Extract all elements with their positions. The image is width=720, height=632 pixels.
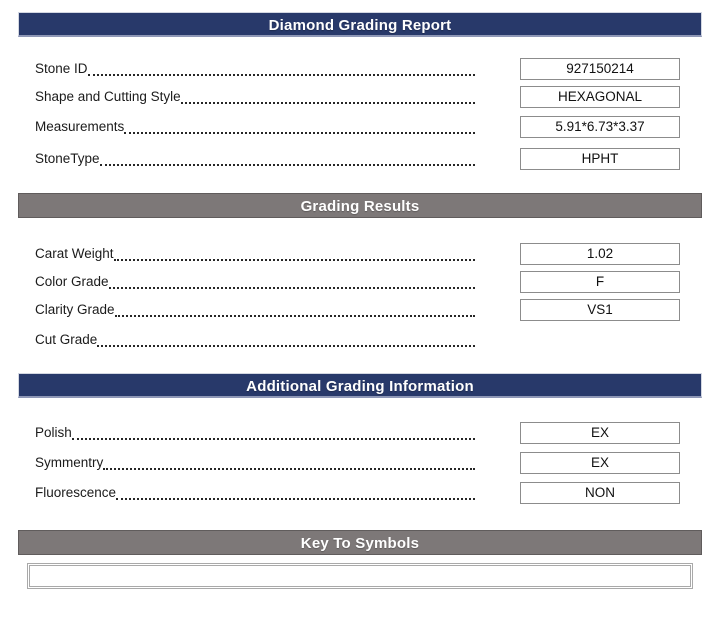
dotted-leader	[181, 102, 475, 104]
color-grade-value-box: F	[520, 271, 680, 293]
stone-type-value-box: HPHT	[520, 148, 680, 170]
dotted-leader	[100, 164, 475, 166]
field-row-polish	[35, 422, 475, 444]
stone-id-value-box: 927150214	[520, 58, 680, 80]
fluorescence-label: Fluorescence	[35, 485, 117, 500]
field-row-shape	[35, 86, 475, 108]
clarity-grade-value-box: VS1	[520, 299, 680, 321]
dotted-leader	[116, 498, 475, 500]
field-row-stone-type	[35, 148, 475, 170]
dotted-leader	[115, 315, 475, 317]
dotted-leader	[72, 438, 475, 440]
dotted-leader	[114, 259, 475, 261]
color-grade-label: Color Grade	[35, 274, 109, 289]
stone-id-label: Stone ID	[35, 61, 88, 76]
field-row-measurements	[35, 116, 475, 138]
fluorescence-value-box: NON	[520, 482, 680, 504]
report-title-bar: Diamond Grading Report	[18, 12, 702, 37]
measurements-label: Measurements	[35, 119, 125, 134]
dotted-leader	[103, 468, 475, 470]
field-row-symmetry	[35, 452, 475, 474]
field-row-stone-id	[35, 58, 475, 80]
field-row-fluorescence	[35, 482, 475, 504]
field-row-color-grade	[35, 271, 475, 293]
dotted-leader	[109, 287, 475, 289]
additional-grading-header-bar: Additional Grading Information	[18, 373, 702, 398]
clarity-grade-label: Clarity Grade	[35, 302, 115, 317]
dotted-leader	[124, 132, 475, 134]
cut-grade-label: Cut Grade	[35, 332, 98, 347]
symmetry-label: Symmentry	[35, 455, 104, 470]
shape-label: Shape and Cutting Style	[35, 89, 181, 104]
grading-results-header-bar: Grading Results	[18, 193, 702, 218]
dotted-leader	[88, 74, 475, 76]
polish-label: Polish	[35, 425, 72, 440]
dotted-leader	[97, 345, 475, 347]
symmetry-value-box: EX	[520, 452, 680, 474]
field-row-carat-weight	[35, 243, 475, 265]
stone-type-label: StoneType	[35, 151, 100, 166]
field-row-clarity-grade	[35, 299, 475, 321]
shape-value-box: HEXAGONAL	[520, 86, 680, 108]
carat-weight-value-box: 1.02	[520, 243, 680, 265]
polish-value-box: EX	[520, 422, 680, 444]
carat-weight-label: Carat Weight	[35, 246, 114, 261]
key-to-symbols-box	[27, 563, 693, 589]
measurements-value-box: 5.91*6.73*3.37	[520, 116, 680, 138]
field-row-cut-grade	[35, 329, 475, 351]
key-to-symbols-header-bar: Key To Symbols	[18, 530, 702, 555]
